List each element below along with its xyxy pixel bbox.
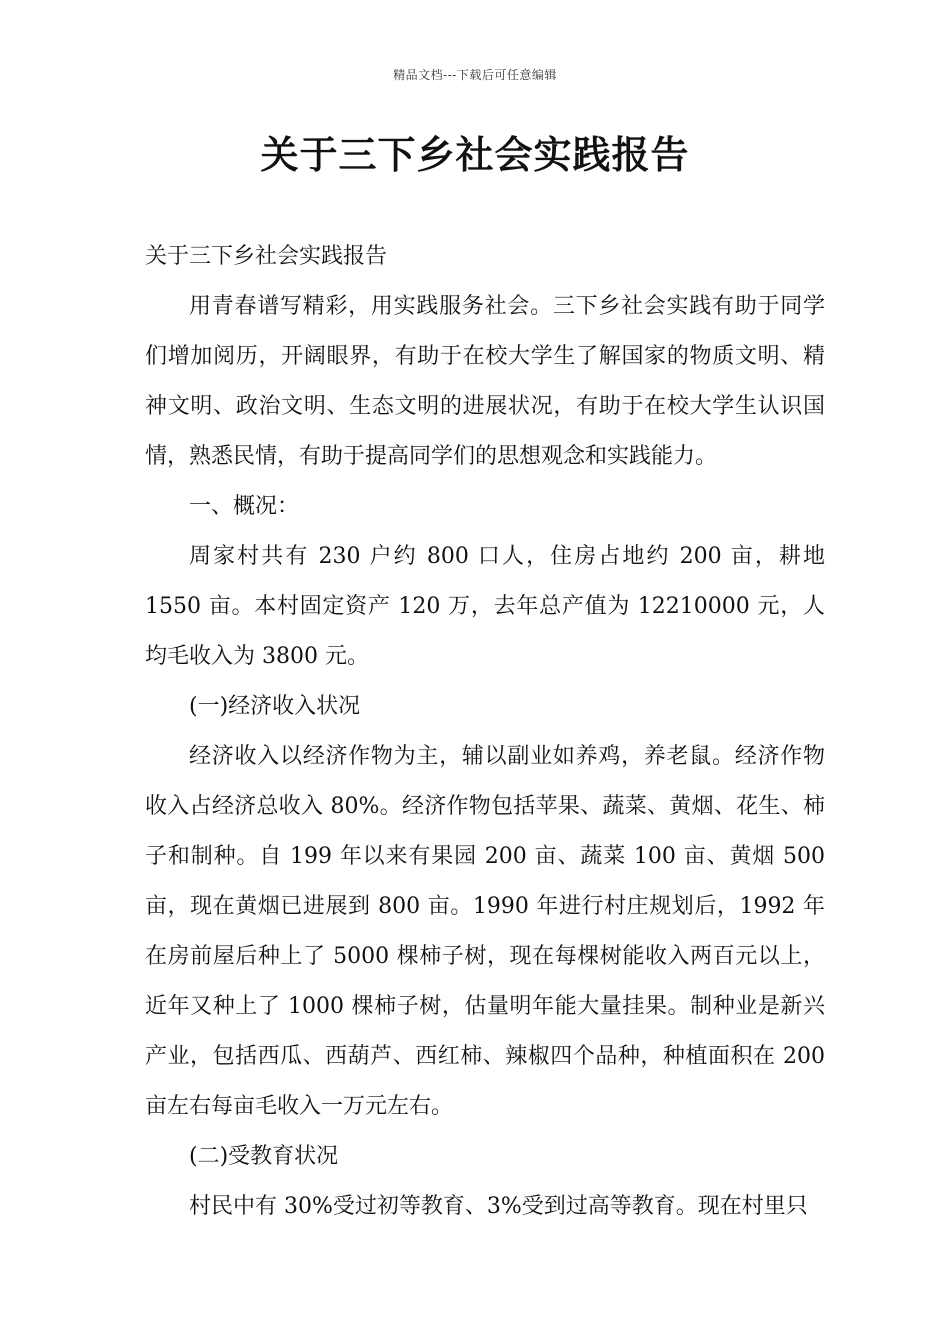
paragraph-economy: 经济收入以经济作物为主，辅以副业如养鸡，养老鼠。经济作物收入占经济总收入 80%。经济作物包括苹果、蔬菜、黄烟、花生、柿子和制种。自 199 年以来有果园 200 亩、蔬菜 100 亩、黄烟 500 亩，现在黄烟已进展到 800 亩。1990 年进行村庄规划后，1992 年在房前屋后种上了 5000 棵柿子树，现在每棵树能收入两百元以上，近年又种上了 1000 棵柿子树，估量明年能大量挂果。制种业是新兴产业，包括西瓜、西葫芦、西红柿、辣椒四个品种，种植面积在 200 亩左右每亩毛收入一万元左右。 [145, 744, 825, 1119]
section-heading-overview: 一、概况： [189, 494, 300, 519]
subsection-heading-education: (二)受教育状况 [189, 1144, 339, 1169]
paragraph-education: 村民中有 30%受过初等教育、3%受到过高等教育。现在村里只 [189, 1194, 808, 1219]
document-title: 关于三下乡社会实践报告 [260, 132, 690, 177]
paragraph-intro: 用青春谱写精彩，用实践服务社会。三下乡社会实践有助于同学们增加阅历，开阔眼界，有助于在校大学生了解国家的物质文明、精神文明、政治文明、生态文明的进展状况，有助于在校大学生认识国情，熟悉民情，有助于提高同学们的思想观念和实践能力。 [145, 294, 825, 469]
header-note: 精品文档---下载后可任意编辑 [393, 68, 557, 82]
paragraph-subtitle: 关于三下乡社会实践报告 [145, 244, 388, 269]
document-body [145, 232, 825, 1232]
paragraph-overview: 周家村共有 230 户约 800 口人，住房占地约 200 亩，耕地 1550 亩。本村固定资产 120 万，去年总产值为 12210000 元，人均毛收入为 3800 元。 [145, 544, 825, 669]
subsection-heading-economy: (一)经济收入状况 [189, 694, 361, 719]
